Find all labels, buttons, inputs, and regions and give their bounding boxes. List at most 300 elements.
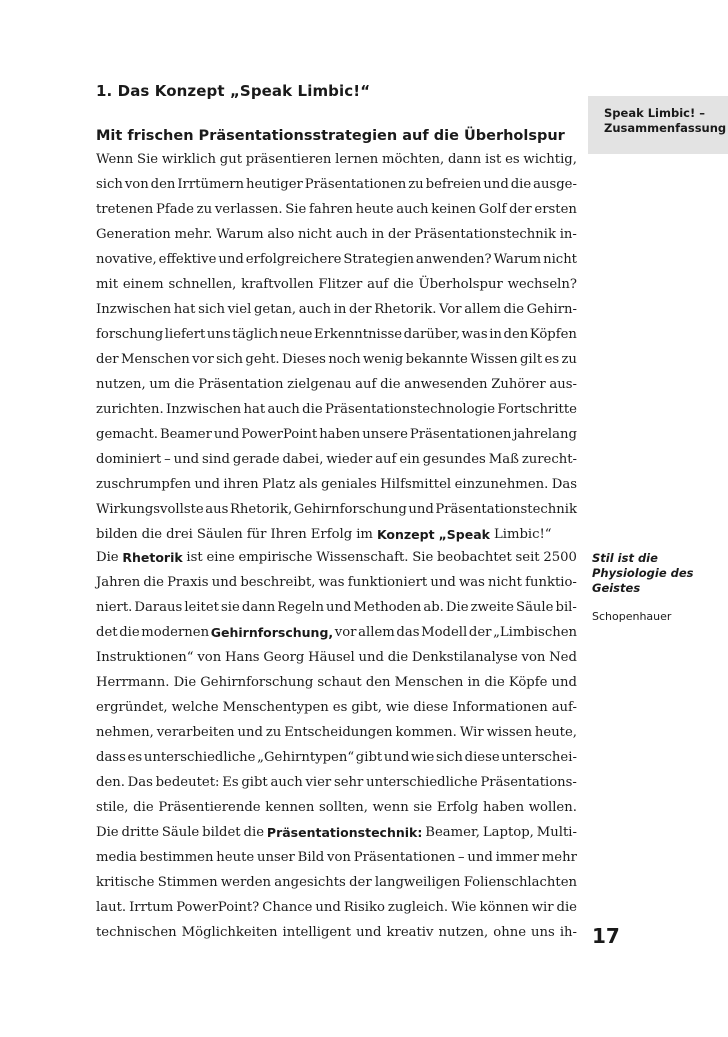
word: Die <box>445 600 469 615</box>
text-line <box>96 870 577 895</box>
word: intelligent <box>282 925 352 940</box>
word: forschung <box>96 327 164 342</box>
word: auf <box>355 377 377 392</box>
word: jahrelang <box>513 427 577 442</box>
word: darüber, <box>403 327 461 342</box>
word: als <box>298 477 318 492</box>
word: einem <box>122 277 164 292</box>
word: der <box>509 202 532 217</box>
word: zweite <box>470 600 514 615</box>
word: heute <box>355 202 394 217</box>
word: ihren <box>223 477 259 492</box>
word: neue <box>279 327 313 342</box>
word: der <box>96 352 119 367</box>
word: Das <box>551 477 577 492</box>
word: uns <box>531 925 555 940</box>
word: Denkstilanalyse <box>411 650 518 665</box>
word: effektive <box>158 252 217 267</box>
word: – <box>458 850 465 865</box>
word: Präsentationen <box>304 177 407 192</box>
word: und <box>551 675 577 690</box>
word: dritte <box>121 825 159 840</box>
text-line <box>96 172 577 197</box>
word: ist <box>485 152 502 167</box>
word: Die <box>96 550 119 565</box>
text-line <box>96 247 577 272</box>
word: langweiligen <box>374 875 461 890</box>
word: wir <box>531 900 554 915</box>
body-paragraph-2 <box>96 545 577 945</box>
word: Wissen <box>470 352 518 367</box>
word: media <box>96 850 137 865</box>
word: gemacht. <box>96 427 158 442</box>
word: Sie <box>285 202 307 217</box>
word: Wenn <box>96 152 134 167</box>
word: heutiger <box>245 177 303 192</box>
word: Wirkungsvollste <box>96 502 204 517</box>
word: zu <box>265 725 282 740</box>
word: von <box>197 650 222 665</box>
word: und <box>408 502 434 517</box>
word: anwesenden <box>404 377 488 392</box>
word: unser <box>256 850 295 865</box>
word: Multi- <box>536 825 577 840</box>
word: modernen <box>141 625 210 640</box>
word: kommen. <box>395 725 457 740</box>
word: Inzwischen <box>96 302 172 317</box>
word: kraftvollen <box>241 277 314 292</box>
quote-author: Schopenhauer <box>592 610 672 623</box>
word: kritische <box>96 875 155 890</box>
text-line <box>96 322 577 347</box>
word: – <box>164 452 171 467</box>
text-line <box>96 695 577 720</box>
word: Präsentationstechnologie <box>325 402 496 417</box>
word: nicht <box>488 575 522 590</box>
word: die <box>393 277 414 292</box>
word: Laptop, <box>482 825 534 840</box>
word: Ned <box>549 650 577 665</box>
word: Menschen <box>120 352 190 367</box>
word: es <box>505 152 520 167</box>
word: Beamer, <box>425 825 480 840</box>
word: nutzen, <box>438 925 489 940</box>
text-line <box>96 347 577 372</box>
word: ein <box>399 452 420 467</box>
word: Konzept <box>376 527 435 542</box>
word: Möglichkeiten <box>181 925 278 940</box>
word: Wissenschaft. <box>316 550 409 565</box>
word: die <box>503 302 524 317</box>
word: noch <box>328 352 361 367</box>
word: 2500 <box>543 550 577 565</box>
word: Irrtümern <box>177 177 245 192</box>
text-line <box>96 447 577 472</box>
word: aus <box>205 502 229 517</box>
word: Gehirnforschung <box>293 502 407 517</box>
word: haben <box>319 427 361 442</box>
word: sie <box>221 600 240 615</box>
word: Maß <box>488 452 519 467</box>
word: leitet <box>184 600 219 615</box>
word: Folienschlachten <box>463 875 577 890</box>
word: Vor <box>439 302 462 317</box>
word: Hans <box>224 650 260 665</box>
word: bekannte <box>405 352 468 367</box>
word: geht. <box>245 352 280 367</box>
word: auch <box>270 775 303 790</box>
word: diese <box>464 750 500 765</box>
word: drei <box>166 527 193 542</box>
text-line <box>96 845 577 870</box>
word: funktioniert <box>347 575 428 590</box>
word: empirische <box>238 550 313 565</box>
word: von <box>327 850 351 865</box>
word: dann <box>241 600 276 615</box>
word: Generation <box>96 227 171 242</box>
word: lernen <box>335 152 379 167</box>
word: auch <box>267 402 300 417</box>
word: Informationen <box>452 700 548 715</box>
word: Strategien <box>343 252 414 267</box>
page-number: 17 <box>592 924 620 948</box>
word: anwenden? <box>415 252 492 267</box>
word: laut. <box>96 900 127 915</box>
word: zugleich. <box>387 900 449 915</box>
word: ih- <box>559 925 577 940</box>
word: in <box>489 327 502 342</box>
word: Präsentations- <box>480 775 577 790</box>
word: gesundes <box>422 452 486 467</box>
word: sehr <box>333 775 364 790</box>
word: Das <box>127 775 153 790</box>
side-tab-line: Speak Limbic! – <box>604 106 705 120</box>
word: es <box>127 750 143 765</box>
word: niert. <box>96 600 133 615</box>
word: mit <box>96 277 119 292</box>
word: Methoden <box>353 600 422 615</box>
word: sind <box>202 452 230 467</box>
word: verarbeiten <box>156 725 235 740</box>
word: eine <box>206 550 235 565</box>
word: Präsentationstechnik <box>414 227 556 242</box>
word: Erkenntnisse <box>314 327 403 342</box>
text-line <box>96 920 577 945</box>
word: Köpfe <box>508 675 548 690</box>
word: ausge- <box>533 177 577 192</box>
word: Sie <box>137 152 159 167</box>
word: technischen <box>96 925 177 940</box>
word: sie <box>413 800 433 815</box>
word: in- <box>559 227 577 242</box>
word: schaut <box>317 675 362 690</box>
word: die <box>556 900 577 915</box>
word: und <box>211 575 238 590</box>
word: und <box>383 750 410 765</box>
word: bil- <box>555 600 577 615</box>
word: auf <box>375 452 397 467</box>
word: Bild <box>297 850 325 865</box>
word: sich <box>436 750 463 765</box>
word: schnellen, <box>168 277 237 292</box>
word: Rhetorik, <box>229 502 293 517</box>
text-line <box>96 570 577 595</box>
word: der <box>468 625 492 640</box>
word: Gehirnforschung, <box>210 625 334 640</box>
word: „Limbischen <box>493 625 577 640</box>
word: unterschiedliche <box>143 750 256 765</box>
word: auf <box>367 277 389 292</box>
text-line <box>96 522 577 547</box>
word: aus- <box>549 377 577 392</box>
word: präsentieren <box>245 152 332 167</box>
word: Fortschritte <box>497 402 577 417</box>
word: ersten <box>534 202 577 217</box>
quote-line: Geistes <box>592 581 641 595</box>
word: beschreibt, <box>240 575 316 590</box>
body-paragraph-1 <box>96 147 577 547</box>
text-line <box>96 670 577 695</box>
word: Modell <box>421 625 468 640</box>
word: Präsentierende <box>158 800 261 815</box>
word: liefert <box>164 327 206 342</box>
word: Risiko <box>343 900 385 915</box>
word: kennen <box>265 800 315 815</box>
word: Rhetorik. <box>374 302 437 317</box>
word: gilt <box>519 352 543 367</box>
word: Gehirn- <box>526 302 577 317</box>
text-line <box>96 720 577 745</box>
word: und <box>237 725 263 740</box>
text-line <box>96 272 577 297</box>
word: keinen <box>431 202 477 217</box>
word: wie <box>411 750 435 765</box>
word: hat <box>243 402 266 417</box>
word: Flitzer <box>318 277 363 292</box>
word: und <box>358 650 384 665</box>
word: der <box>388 227 411 242</box>
word: möchten, <box>382 152 445 167</box>
text-line <box>96 795 577 820</box>
text-line <box>96 472 577 497</box>
word: gibt <box>355 750 383 765</box>
word: wie <box>385 700 410 715</box>
word: und <box>326 600 352 615</box>
word: auf- <box>551 700 577 715</box>
word: gibt, <box>351 700 382 715</box>
word: viel <box>227 302 252 317</box>
word: was <box>318 575 345 590</box>
word: Säule <box>161 825 200 840</box>
word: Es <box>222 775 239 790</box>
word: haben <box>482 800 525 815</box>
word: die <box>387 650 409 665</box>
word: Präsentationstechnik: <box>266 825 423 840</box>
word: können <box>479 900 529 915</box>
word: Limbic!“ <box>493 527 552 542</box>
word: und <box>194 477 220 492</box>
word: und <box>483 177 509 192</box>
word: auch <box>335 227 368 242</box>
section-heading: Mit frischen Präsentationsstrategien auf die Überholspur <box>96 128 565 144</box>
word: wenig <box>363 352 404 367</box>
word: tretenen <box>96 202 154 217</box>
word: im <box>356 527 373 542</box>
word: welche <box>171 700 219 715</box>
text-line <box>96 770 577 795</box>
word: wollen. <box>528 800 577 815</box>
text-line <box>96 222 577 247</box>
word: Köpfen <box>529 327 577 342</box>
word: kreativ <box>386 925 434 940</box>
text-line <box>96 745 577 770</box>
word: die <box>380 377 401 392</box>
word: Golf <box>478 202 507 217</box>
word: Inzwischen <box>166 402 242 417</box>
word: PowerPoint <box>241 427 318 442</box>
word: gibt <box>241 775 268 790</box>
word: ist <box>186 550 203 565</box>
word: und <box>173 452 200 467</box>
word: erfolgreichere <box>245 252 342 267</box>
word: gerade <box>232 452 280 467</box>
quote-line: Stil ist die <box>592 551 658 565</box>
word: getan, <box>253 302 297 317</box>
word: vor <box>334 625 357 640</box>
word: sich <box>216 352 244 367</box>
word: um <box>149 377 171 392</box>
word: heute <box>216 850 255 865</box>
word: zurichten. <box>96 402 164 417</box>
word: Erfolg <box>436 800 479 815</box>
word: die <box>133 800 154 815</box>
word: die <box>119 625 140 640</box>
word: Irrtum <box>129 900 174 915</box>
word: einzunehmen. <box>454 477 549 492</box>
word: zu <box>561 352 577 367</box>
word: unterschei- <box>501 750 577 765</box>
word: die <box>484 675 505 690</box>
word: ab. <box>423 600 444 615</box>
word: die <box>302 402 323 417</box>
word: stile, <box>96 800 129 815</box>
chapter-heading: 1. Das Konzept „Speak Limbic!“ <box>96 82 371 100</box>
word: Sie <box>412 550 434 565</box>
word: auch <box>396 202 429 217</box>
word: Dieses <box>282 352 326 367</box>
text-line <box>96 397 577 422</box>
word: sich <box>198 302 225 317</box>
word: werden <box>220 875 272 890</box>
word: wissen <box>486 725 532 740</box>
word: und <box>315 900 341 915</box>
word: wieder <box>326 452 373 467</box>
word: Menschen <box>394 675 464 690</box>
text-line <box>96 197 577 222</box>
word: bedeutet: <box>155 775 220 790</box>
word: allem <box>464 302 501 317</box>
text-line <box>96 147 577 172</box>
word: bildet <box>202 825 241 840</box>
word: wichtig, <box>523 152 577 167</box>
text-line <box>96 372 577 397</box>
text-line <box>96 545 577 570</box>
text-line <box>96 895 577 920</box>
word: unsere <box>362 427 408 442</box>
word: Die <box>96 825 119 840</box>
word: gut <box>219 152 243 167</box>
word: Stimmen <box>157 875 218 890</box>
word: unterschiedliche <box>366 775 478 790</box>
word: Häusel <box>308 650 355 665</box>
word: Georg <box>263 650 305 665</box>
word: die <box>510 177 532 192</box>
word: Regeln <box>277 600 324 615</box>
text-line <box>96 422 577 447</box>
word: Die <box>173 675 197 690</box>
word: wenn <box>372 800 409 815</box>
word: Erfolg <box>310 527 353 542</box>
word: Wie <box>451 900 477 915</box>
word: funktio- <box>525 575 577 590</box>
word: für <box>246 527 267 542</box>
word: Überholspur <box>418 277 503 292</box>
word: täglich <box>232 327 279 342</box>
word: mehr. <box>174 227 213 242</box>
quote-line: Physiologie des <box>592 566 694 580</box>
word: fahren <box>309 202 353 217</box>
word: beobachtet <box>436 550 512 565</box>
word: vor <box>192 352 214 367</box>
word: dabei, <box>282 452 324 467</box>
word: nehmen, <box>96 725 154 740</box>
text-line <box>96 645 577 670</box>
word: zu <box>408 177 424 192</box>
word: den <box>150 177 176 192</box>
text-line <box>96 497 577 522</box>
word: Chance <box>262 900 313 915</box>
word: die <box>143 575 164 590</box>
word: vier <box>305 775 332 790</box>
word: und <box>213 427 240 442</box>
word: die <box>174 377 195 392</box>
word: Säule <box>516 600 554 615</box>
word: den <box>365 675 391 690</box>
word: Praxis <box>167 575 209 590</box>
word: sollten, <box>319 800 368 815</box>
word: wechseln? <box>507 277 577 292</box>
word: verlassen. <box>214 202 283 217</box>
word: die <box>141 527 163 542</box>
word: det <box>96 625 118 640</box>
word: Präsentation <box>198 377 284 392</box>
text-line <box>96 595 577 620</box>
word: es <box>332 700 348 715</box>
word: geniales <box>321 477 377 492</box>
word: die <box>243 825 264 840</box>
word: und <box>430 575 456 590</box>
word: nutzen, <box>96 377 146 392</box>
word: und <box>218 252 244 267</box>
word: „Speak <box>438 527 490 542</box>
word: immer <box>495 850 539 865</box>
word: heute, <box>534 725 577 740</box>
word: den. <box>96 775 125 790</box>
word: Präsentationstechnik <box>435 502 577 517</box>
word: uns <box>206 327 231 342</box>
word: bilden <box>96 527 138 542</box>
word: den <box>503 327 529 342</box>
